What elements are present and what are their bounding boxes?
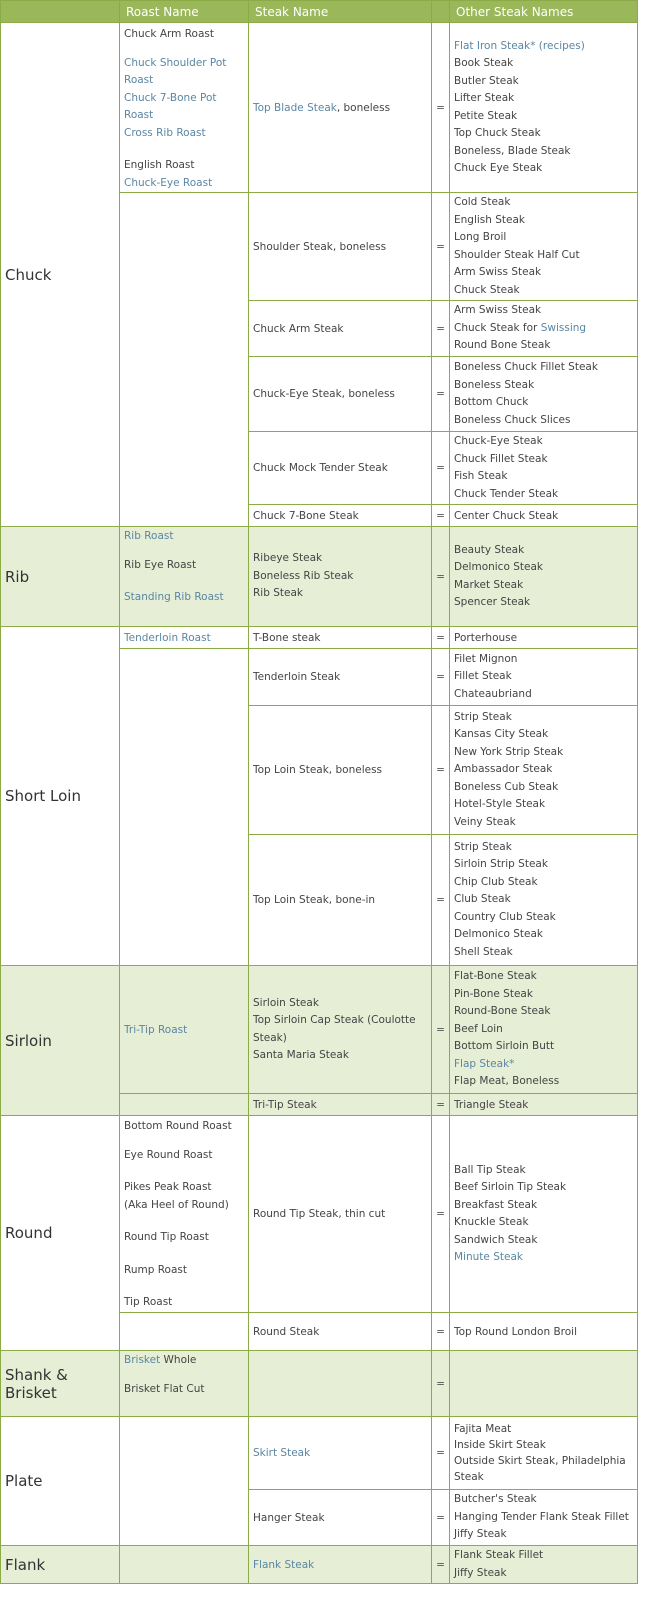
steak-cell: Chuck Arm Steak: [249, 301, 432, 357]
other-names-cell: [450, 649, 638, 706]
other-name: Arm Swiss Steak: [454, 304, 542, 317]
steak-link[interactable]: Top Blade Steak: [253, 101, 337, 114]
other-name: Bottom Sirloin Butt: [454, 1040, 555, 1053]
rib-roasts: [120, 527, 249, 627]
other-name: Butler Steak: [454, 74, 519, 87]
other-name: Flank Steak Fillet: [454, 1549, 544, 1561]
other-name: Boneless, Blade Steak: [454, 144, 571, 157]
other-names-cell: [450, 966, 638, 1094]
eq-sign: =: [432, 23, 450, 193]
other-name: Strip Steak: [454, 840, 512, 853]
roast-empty: [120, 1546, 249, 1584]
roast-link[interactable]: Chuck 7-Bone Pot Roast: [124, 91, 217, 121]
steak-cell: Chuck Mock Tender Steak: [249, 432, 432, 505]
minute-steak-link[interactable]: Minute Steak: [454, 1251, 523, 1263]
other-names-cell: [450, 357, 638, 432]
steak-item: Santa Maria Steak: [253, 1049, 349, 1061]
other-name: Round Bone Steak: [454, 339, 551, 352]
steak-cell: Round Tip Steak, thin cut: [249, 1116, 432, 1313]
roast-item: Pikes Peak Roast: [124, 1181, 212, 1193]
other-names-cell: [450, 1417, 638, 1490]
other-names-cell: [450, 835, 638, 966]
roast-link[interactable]: Standing Rib Roast: [124, 591, 224, 603]
other-name: Boneless Cub Steak: [454, 780, 559, 793]
steak-item: Top Sirloin Cap Steak (Coulotte Steak): [253, 1014, 416, 1044]
eq-sign: =: [432, 193, 450, 301]
steak-cell: Tenderloin Steak: [249, 649, 432, 706]
other-name: Sirloin Strip Steak: [454, 858, 548, 871]
steak-cell: Tri-Tip Steak: [249, 1094, 432, 1116]
other-name: Fillet Steak: [454, 670, 512, 683]
primal-rib: Rib: [1, 527, 120, 627]
other-name: Beef Loin: [454, 1022, 503, 1035]
eq-sign: =: [432, 301, 450, 357]
swissing-link[interactable]: Swissing: [540, 321, 587, 334]
other-name: Triangle Steak: [450, 1094, 638, 1116]
roast-empty: [120, 193, 249, 527]
steak-cell: [249, 1417, 432, 1490]
steak-cell: Chuck 7-Bone Steak: [249, 505, 432, 527]
other-name: Hotel-Style Steak: [454, 798, 546, 811]
other-name: Ambassador Steak: [454, 763, 553, 776]
other-name: Spencer Steak: [454, 596, 531, 608]
other-name: Boneless Steak: [454, 378, 535, 391]
other-name: Boneless Chuck Slices: [454, 413, 571, 426]
steak-cell: [249, 966, 432, 1094]
steak-empty: [249, 1351, 432, 1417]
shank-roasts: Brisket Whole Brisket Flat Cut: [120, 1351, 249, 1417]
other-name: Butcher's Steak: [454, 1493, 537, 1506]
steak-cell: [249, 527, 432, 627]
table-row: [1, 1546, 638, 1584]
steak-cell: T-Bone steak: [249, 627, 432, 649]
other-empty: [450, 1351, 638, 1417]
other-name: Chuck Fillet Steak: [454, 452, 548, 465]
header-steak-name: Steak Name: [249, 1, 432, 23]
header-eq: [432, 1, 450, 23]
other-name: Hanging Tender Flank Steak Fillet: [454, 1510, 629, 1523]
primal-shank-brisket: Shank & Brisket: [1, 1351, 120, 1417]
other-name: Ball Tip Steak: [454, 1163, 526, 1176]
chuck-roasts: [120, 23, 249, 193]
roast-item: Brisket Flat Cut: [124, 1382, 205, 1395]
flap-steak-link[interactable]: Flap Steak*: [454, 1057, 515, 1070]
roast-cell: [120, 966, 249, 1094]
roast-empty: [120, 1313, 249, 1351]
other-name: Arm Swiss Steak: [454, 266, 542, 278]
other-names-cell: [450, 706, 638, 835]
eq-sign: =: [432, 1313, 450, 1351]
other-name: Breakfast Steak: [454, 1198, 538, 1211]
primal-sirloin: Sirloin: [1, 966, 120, 1116]
eq-sign: =: [432, 357, 450, 432]
other-name: Pin-Bone Steak: [454, 987, 533, 1000]
other-name: Sandwich Steak: [454, 1233, 538, 1246]
other-name: Fajita Meat: [454, 1423, 512, 1435]
roast-item: Rump Roast: [124, 1263, 187, 1276]
other-name: Strip Steak: [454, 710, 512, 723]
eq-sign: =: [432, 1116, 450, 1313]
other-name: Lifter Steak: [454, 92, 515, 104]
eq-sign: =: [432, 627, 450, 649]
other-name: Veiny Steak: [454, 815, 516, 828]
primal-plate: Plate: [1, 1417, 120, 1546]
eq-sign: =: [432, 649, 450, 706]
other-name: Delmonico Steak: [454, 928, 543, 941]
roast-item: English Roast: [124, 159, 195, 171]
other-name: Flat-Bone Steak: [454, 970, 537, 983]
steak-cell: Shoulder Steak, boneless: [249, 193, 432, 301]
roast-link[interactable]: Tri-Tip Roast: [124, 1023, 188, 1036]
roast-item: (Aka Heel of Round): [124, 1198, 229, 1211]
other-name: Top Round London Broil: [450, 1313, 638, 1351]
brisket-link[interactable]: Brisket: [124, 1354, 161, 1366]
header-other-steak-names: Other Steak Names: [450, 1, 638, 23]
other-name: Long Broil: [454, 231, 507, 243]
roast-empty: [120, 1417, 249, 1546]
table-row: [1, 627, 638, 649]
steak-cell: Hanger Steak: [249, 1490, 432, 1546]
other-name: Chuck Steak: [454, 283, 520, 296]
other-name: Market Steak: [454, 578, 524, 591]
eq-sign: =: [432, 1417, 450, 1490]
other-names-cell: [450, 527, 638, 627]
other-name: Beef Sirloin Tip Steak: [454, 1181, 567, 1193]
other-name: Shoulder Steak Half Cut: [454, 248, 580, 261]
other-name: Porterhouse: [450, 627, 638, 649]
eq-sign: =: [432, 432, 450, 505]
other-name: Top Chuck Steak: [454, 127, 541, 139]
other-name: Chateaubriand: [454, 687, 532, 700]
steak-item: Boneless Rib Steak: [253, 569, 354, 582]
other-name: Petite Steak: [454, 109, 518, 122]
other-name: Center Chuck Steak: [450, 505, 638, 527]
roast-item: Eye Round Roast: [124, 1148, 213, 1161]
primal-chuck: Chuck: [1, 23, 120, 527]
primal-round: Round: [1, 1116, 120, 1351]
other-names-cell: [450, 23, 638, 193]
steak-item: Ribeye Steak: [253, 552, 323, 565]
table-header-row: [1, 1, 638, 23]
roast-empty: [120, 1094, 249, 1116]
steak-cell: Chuck-Eye Steak, boneless: [249, 357, 432, 432]
other-name: Kansas City Steak: [454, 728, 549, 741]
eq-sign: =: [432, 966, 450, 1094]
other-names-cell: [450, 1116, 638, 1313]
header-primal: [1, 1, 120, 23]
steak-cell: Round Steak: [249, 1313, 432, 1351]
roast-item: Bottom Round Roast: [124, 1120, 232, 1132]
steak-cell: Top Blade Steak, boneless: [249, 23, 432, 193]
other-name: Chuck Tender Steak: [454, 487, 559, 500]
roast-item: Chuck Arm Roast: [124, 28, 214, 40]
steak-cell: Top Loin Steak, bone-in: [249, 835, 432, 966]
eq-sign: =: [432, 527, 450, 627]
eq-sign: =: [432, 1351, 450, 1417]
other-name: Bottom Chuck: [454, 396, 529, 408]
other-name: English Steak: [454, 213, 526, 226]
eq-sign: =: [432, 1094, 450, 1116]
recipes-link[interactable]: (recipes): [538, 39, 585, 52]
other-name: Knuckle Steak: [454, 1216, 529, 1228]
header-roast-name: Roast Name: [120, 1, 249, 23]
table-row: [1, 23, 638, 193]
other-name: Chuck Eye Steak: [454, 162, 543, 174]
roast-link[interactable]: Tenderloin Roast: [124, 631, 211, 644]
other-name: Club Steak: [454, 893, 511, 906]
other-name: Delmonico Steak: [454, 561, 543, 573]
other-name: Fish Steak: [454, 470, 508, 482]
other-name: New York Strip Steak: [454, 745, 564, 758]
roast-link[interactable]: Chuck Shoulder Pot Roast: [124, 56, 227, 86]
eq-sign: =: [432, 1490, 450, 1546]
eq-sign: =: [432, 505, 450, 527]
roast-link[interactable]: Cross Rib Roast: [124, 126, 206, 139]
other-names-cell: Arm Swiss Steak Chuck Steak for Swissing Round Bone Steak: [450, 301, 638, 357]
primal-flank: Flank: [1, 1546, 120, 1584]
other-names-cell: [450, 1546, 638, 1584]
other-names-cell: [450, 193, 638, 301]
eq-sign: =: [432, 835, 450, 966]
other-name: Country Club Steak: [454, 910, 556, 923]
other-names-cell: [450, 432, 638, 505]
other-name: Chip Club Steak: [454, 875, 538, 888]
round-roasts: [120, 1116, 249, 1313]
steak-item: Sirloin Steak: [253, 996, 319, 1009]
table-row: [1, 1417, 638, 1490]
other-name: Beauty Steak: [454, 543, 525, 556]
roast-item: Rib Eye Roast: [124, 558, 197, 571]
roast-item: Round Tip Roast: [124, 1231, 209, 1243]
other-name: Jiffy Steak: [454, 1566, 507, 1579]
other-name-link[interactable]: Flat Iron Steak*: [454, 39, 536, 52]
other-name: Shell Steak: [454, 945, 513, 958]
other-name: Inside Skirt Steak: [454, 1439, 546, 1451]
other-name: Outside Skirt Steak, Philadelphia Steak: [454, 1455, 626, 1483]
roast-cell: [120, 627, 249, 649]
table-row: [1, 966, 638, 1094]
table-row: [1, 1351, 638, 1417]
steak-link[interactable]: Skirt Steak: [253, 1447, 311, 1459]
other-name: Cold Steak: [454, 196, 511, 208]
roast-link[interactable]: Chuck-Eye Roast: [124, 176, 213, 189]
other-name: Boneless Chuck Fillet Steak: [454, 361, 598, 373]
other-name: Flap Meat, Boneless: [454, 1075, 560, 1088]
steak-cell: Top Loin Steak, boneless: [249, 706, 432, 835]
eq-sign: =: [432, 706, 450, 835]
steak-link[interactable]: Flank Steak: [253, 1558, 315, 1571]
roast-link[interactable]: Rib Roast: [124, 530, 174, 542]
primal-short-loin: Short Loin: [1, 627, 120, 966]
other-name: Jiffy Steak: [454, 1528, 507, 1541]
steak-item: Rib Steak: [253, 587, 303, 600]
other-name: Chuck-Eye Steak: [454, 435, 543, 447]
table-row: [1, 1116, 638, 1313]
steak-cell: [249, 1546, 432, 1584]
eq-sign: =: [432, 1546, 450, 1584]
roast-empty: [120, 649, 249, 966]
other-name: Round-Bone Steak: [454, 1005, 551, 1018]
table-row: [1, 527, 638, 627]
other-name: Book Steak: [454, 57, 514, 69]
roast-item: Tip Roast: [124, 1296, 173, 1308]
other-name: Filet Mignon: [454, 652, 518, 665]
other-names-cell: [450, 1490, 638, 1546]
